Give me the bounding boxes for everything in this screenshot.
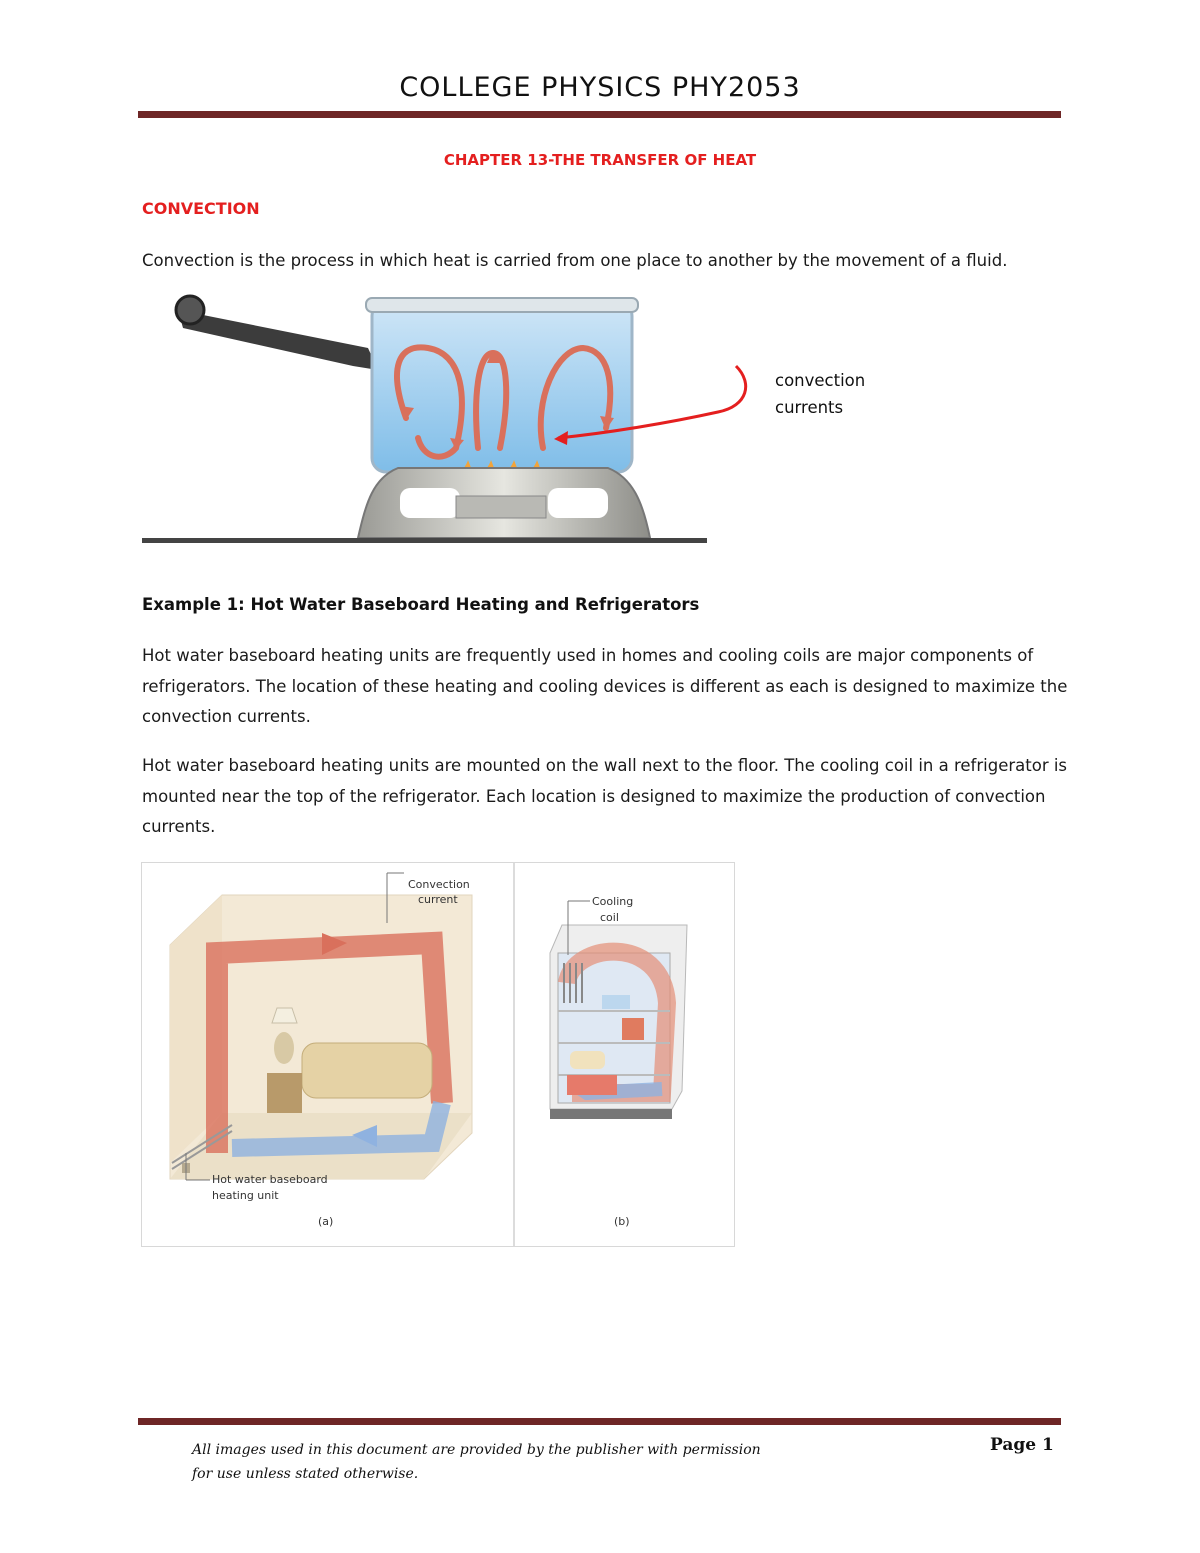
pot-handle (178, 310, 378, 370)
header-title: COLLEGE PHYSICS PHY2053 (399, 72, 801, 103)
figure2-svg (142, 863, 734, 1246)
stand-opening-right (548, 488, 608, 518)
chapter-title: CHAPTER 13-THE TRANSFER OF HEAT (443, 151, 757, 169)
heater-label-1: Hot water baseboard (212, 1173, 328, 1186)
example-title: Example 1: Hot Water Baseboard Heating and Refrigerators (142, 595, 700, 614)
header-rule (138, 111, 1061, 118)
handle-ring (176, 296, 204, 324)
cans (567, 1075, 617, 1095)
ground-line (142, 538, 707, 543)
annotation-line-1: convection (775, 371, 866, 390)
example-paragraph-1: Hot water baseboard heating units are frequently used in homes and cooling coils are major components of refrigerators. The location of these heating and cooling devices is different as each is designed to maximize the convection currents. (142, 646, 1068, 726)
current-label: current (418, 893, 458, 906)
burner (456, 496, 546, 518)
room-panel (170, 873, 472, 1228)
food-item (570, 1051, 605, 1069)
section-title: CONVECTION (142, 199, 260, 218)
side-table (267, 1073, 302, 1113)
lamp-shade (272, 1008, 297, 1023)
convection-currents-label (775, 367, 865, 421)
refrigerator-panel (550, 895, 687, 1228)
milk-carton (622, 1018, 644, 1040)
annotation-line-2: currents (775, 398, 844, 417)
definition-text: Convection is the process in which heat is carried from one place to another by the movement of a fluid. (142, 251, 1008, 270)
fridge-base (550, 1109, 672, 1119)
footer-note-line-2: for use unless stated otherwise. (192, 1466, 419, 1482)
heating-refrigerator-figure (141, 862, 735, 1247)
label-a: (a) (318, 1215, 334, 1228)
cooling-label-2: coil (600, 911, 619, 924)
cooling-label-1: Cooling (592, 895, 634, 908)
example-paragraph-2: Hot water baseboard heating units are mounted on the wall next to the floor. The cooling coil in a refrigerator is mounted near the top of the refrigerator. Each location is designed to maximize the production of convection currents. (142, 756, 1068, 836)
footer-rule (138, 1418, 1061, 1425)
label-b: (b) (614, 1215, 630, 1228)
footer-note (192, 1438, 761, 1486)
convection-label: Convection (408, 878, 470, 891)
sofa (302, 1043, 432, 1098)
footer-note-line-1: All images used in this document are provided by the publisher with permission (192, 1442, 761, 1458)
stand-opening-left (400, 488, 460, 518)
pot-rim (366, 298, 638, 312)
page-number: Page 1 (990, 1435, 1054, 1455)
heater-label-2: heating unit (212, 1189, 279, 1202)
pot-convection-figure (138, 288, 1058, 568)
